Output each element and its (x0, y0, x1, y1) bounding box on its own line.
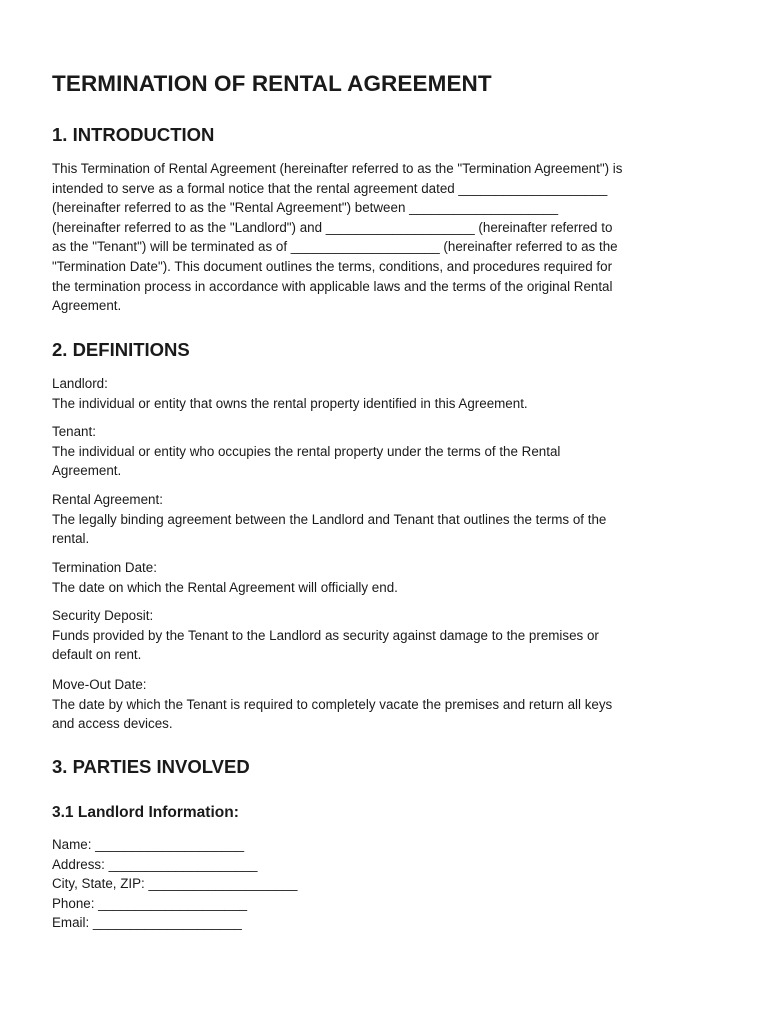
definition-text: and access devices. (52, 716, 173, 732)
section-heading-parties: 3. PARTIES INVOLVED (52, 756, 250, 777)
text-line: "Termination Date"). This document outlines the terms, conditions, and procedures required for (52, 258, 613, 274)
definition-landlord (52, 374, 720, 413)
definition-text: The individual or entity who occupies the rental property under the terms of the Rental (52, 443, 561, 459)
introduction-paragraph (52, 159, 720, 316)
definition-move-out-date (52, 675, 720, 734)
text-line: intended to serve as a formal notice that the rental agreement dated ____________________ (52, 180, 608, 196)
subsection-heading-landlord-info: 3.1 Landlord Information: (52, 804, 239, 821)
definition-text: The date on which the Rental Agreement will officially end. (52, 579, 398, 595)
definition-text: default on rent. (52, 647, 142, 663)
definition-text: The date by which the Tenant is required to completely vacate the premises and return all keys (52, 696, 613, 712)
definition-text: rental. (52, 531, 90, 547)
definition-term: Security Deposit: (52, 608, 154, 623)
definition-term: Move-Out Date: (52, 677, 147, 692)
text-line: the termination process in accordance with applicable laws and the terms of the original Rental (52, 278, 613, 294)
text-line: Agreement. (52, 298, 122, 314)
definition-rental-agreement (52, 490, 720, 549)
text-line: as the "Tenant") will be terminated as of ____________________ (hereinafter referred to as the (52, 239, 618, 255)
landlord-city-state-zip-field: City, State, ZIP: ____________________ (52, 876, 298, 891)
definition-term: Tenant: (52, 424, 96, 439)
text-line: (hereinafter referred to as the "Rental Agreement") between ____________________ (52, 200, 559, 216)
definition-termination-date (52, 558, 720, 597)
definition-term: Landlord: (52, 376, 108, 391)
definition-security-deposit (52, 606, 720, 665)
definition-term: Rental Agreement: (52, 492, 163, 507)
landlord-address-field: Address: ____________________ (52, 857, 258, 872)
landlord-name-field: Name: ____________________ (52, 837, 245, 852)
definition-text: Agreement. (52, 463, 122, 479)
landlord-email-field: Email: ____________________ (52, 915, 242, 930)
document-title: TERMINATION OF RENTAL AGREEMENT (52, 71, 492, 96)
definition-text: Funds provided by the Tenant to the Landlord as security against damage to the premises or (52, 627, 599, 643)
text-line: This Termination of Rental Agreement (hereinafter referred to as the "Termination Agreement") is (52, 161, 623, 176)
section-heading-introduction: 1. INTRODUCTION (52, 124, 215, 145)
definition-text: The individual or entity that owns the rental property identified in this Agreement. (52, 395, 528, 411)
definition-tenant (52, 422, 720, 481)
text-line: (hereinafter referred to as the "Landlord") and ____________________ (hereinafter referred to (52, 219, 613, 235)
definition-term: Termination Date: (52, 560, 157, 575)
section-heading-definitions: 2. DEFINITIONS (52, 339, 190, 360)
landlord-phone-field: Phone: ____________________ (52, 896, 248, 911)
definition-text: The legally binding agreement between the Landlord and Tenant that outlines the terms of the (52, 511, 607, 527)
